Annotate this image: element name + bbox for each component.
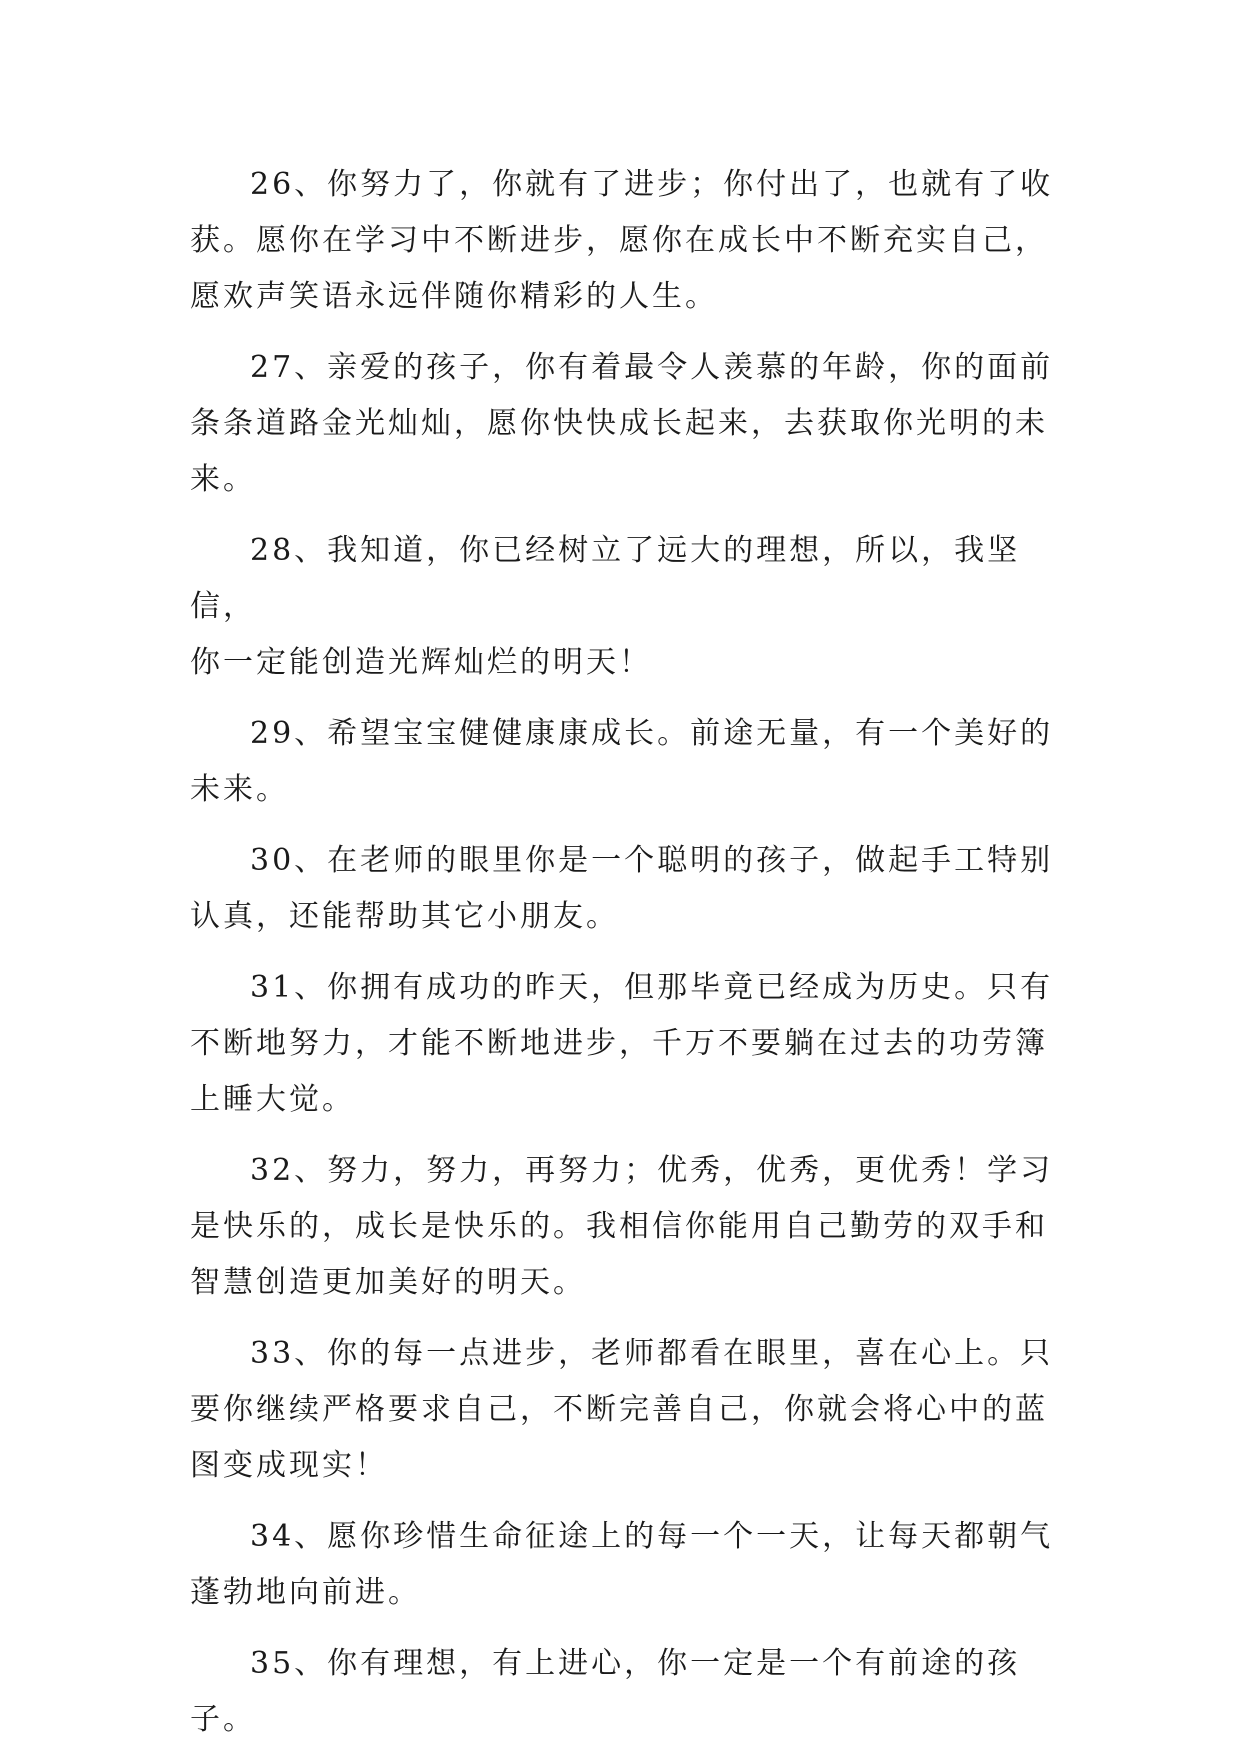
- text-line: 图变成现实！: [190, 1448, 388, 1483]
- paragraph-31: [190, 960, 1070, 1128]
- text-line: 来。: [190, 462, 256, 497]
- text-line: 27、亲爱的孩子，你有着最令人羡慕的年龄，你的面前: [250, 350, 1054, 385]
- text-line: 认真，还能帮助其它小朋友。: [190, 899, 619, 934]
- paragraph-35: [190, 1636, 1070, 1748]
- text-line: 32、努力，努力，再努力；优秀，优秀，更优秀！学习: [250, 1153, 1054, 1188]
- text-line: 29、希望宝宝健健康康成长。前途无量，有一个美好的: [250, 716, 1054, 751]
- paragraph-28: [190, 523, 1070, 691]
- text-line: 35、你有理想，有上进心，你一定是一个有前途的孩子。: [190, 1646, 1021, 1737]
- text-line: 你一定能创造光辉灿烂的明天！: [190, 645, 652, 680]
- text-line: 上睡大觉。: [190, 1082, 355, 1117]
- text-line: 要你继续严格要求自己，不断完善自己，你就会将心中的蓝: [190, 1392, 1048, 1427]
- text-line: 获。愿你在学习中不断进步，愿你在成长中不断充实自己，: [190, 223, 1048, 258]
- text-line: 条条道路金光灿灿，愿你快快成长起来，去获取你光明的未: [190, 406, 1048, 441]
- paragraph-27: [190, 340, 1070, 508]
- paragraph-33: [190, 1326, 1070, 1494]
- paragraph-34: [190, 1509, 1070, 1621]
- text-line: 30、在老师的眼里你是一个聪明的孩子，做起手工特别: [250, 843, 1054, 878]
- paragraph-30: [190, 833, 1070, 945]
- text-line: 33、你的每一点进步，老师都看在眼里，喜在心上。只: [250, 1336, 1054, 1371]
- text-line: 愿欢声笑语永远伴随你精彩的人生。: [190, 279, 718, 314]
- text-line: 26、你努力了，你就有了进步；你付出了，也就有了收: [250, 167, 1054, 202]
- paragraph-26: [190, 157, 1070, 325]
- text-line: 31、你拥有成功的昨天，但那毕竟已经成为历史。只有: [250, 970, 1054, 1005]
- document-body: [190, 157, 1070, 1763]
- text-line: 是快乐的，成长是快乐的。我相信你能用自己勤劳的双手和: [190, 1209, 1048, 1244]
- text-line: 28、我知道，你已经树立了远大的理想，所以，我坚信，: [190, 533, 1021, 624]
- paragraph-32: [190, 1143, 1070, 1311]
- text-line: 不断地努力，才能不断地进步，千万不要躺在过去的功劳簿: [190, 1026, 1048, 1061]
- text-line: 智慧创造更加美好的明天。: [190, 1265, 586, 1300]
- paragraph-29: [190, 706, 1070, 818]
- text-line: 34、愿你珍惜生命征途上的每一个一天，让每天都朝气: [250, 1519, 1054, 1554]
- text-line: 未来。: [190, 772, 289, 807]
- text-line: 蓬勃地向前进。: [190, 1575, 421, 1610]
